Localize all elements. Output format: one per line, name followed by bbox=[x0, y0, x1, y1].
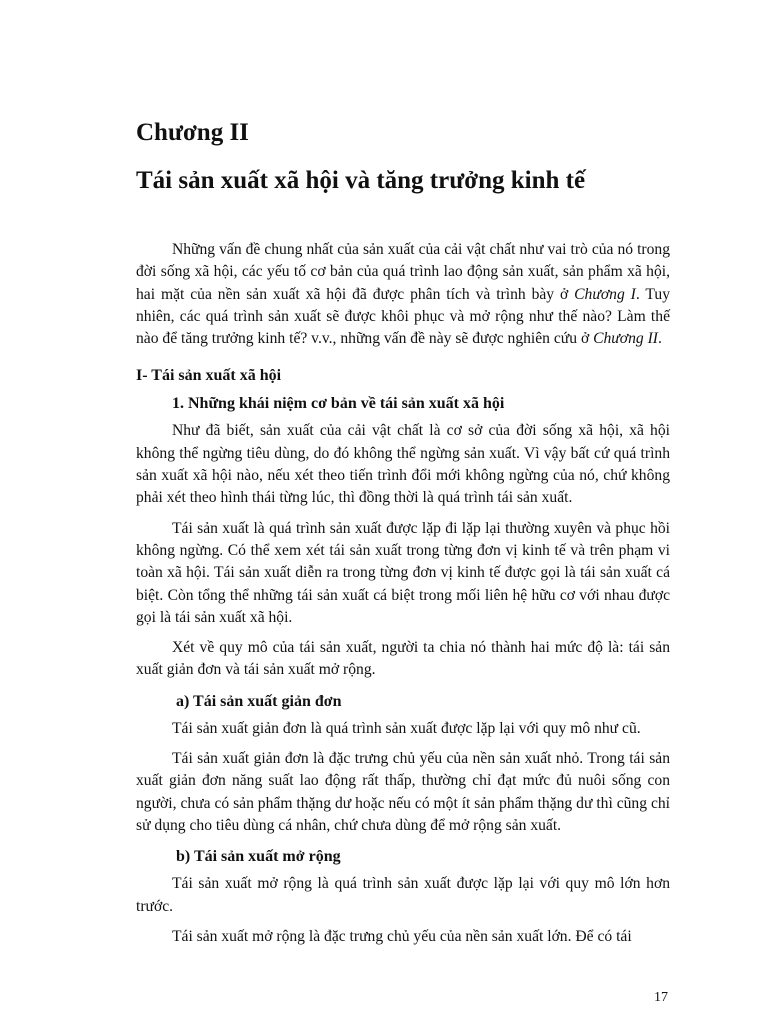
body-paragraph: Tái sản xuất mở rộng là quá trình sản xuất được lặp lại với quy mô lớn hơn trước. bbox=[136, 875, 670, 915]
section-heading: I- Tái sản xuất xã hội bbox=[136, 367, 282, 385]
chapter-number: Chương II bbox=[136, 119, 249, 146]
intro-chapter-ref-1: Chương I bbox=[574, 285, 636, 303]
subsection-heading: 1. Những khái niệm cơ bản về tái sản xuất xã hội bbox=[172, 395, 505, 413]
intro-paragraph bbox=[136, 239, 670, 350]
body-paragraph: Tái sản xuất giản đơn là đặc trưng chủ yếu của nền sản xuất nhỏ. Trong tái sản xuất giản đơn năng suất lao động rất thấp, thường chỉ đạt mức đủ nuôi sống con người, chưa có sản phẩm thặng dư hoặc nếu có một ít sản phẩm thặng dư thì cũng chỉ sử dụng cho tiêu dùng cá nhân, chứ chưa dùng để mở rộng sản xuất. bbox=[136, 750, 670, 834]
body-paragraph: Tái sản xuất giản đơn là quá trình sản xuất được lặp lại với quy mô như cũ. bbox=[172, 719, 641, 737]
page-content bbox=[136, 115, 670, 948]
intro-text-3: . bbox=[658, 330, 662, 348]
intro-text-2: . Tuy nhiên, các quá trình sản xuất sẽ được khôi phục và mở rộng như thế nào? Làm thế nào để tăng trưởng kinh tế? v.v., những vấn đề này sẽ được nghiên cứu ở bbox=[136, 285, 670, 348]
body-paragraph: Tái sản xuất là quá trình sản xuất được lặp đi lặp lại thường xuyên và phục hồi không ngừng. Có thể xem xét tái sản xuất trong từng đơn vị kinh tế và trên phạm vi toàn xã hội. Tái sản xuất diễn ra trong từng đơn vị kinh tế được gọi là tái sản xuất cá biệt. Còn tổng thể những tái sản xuất cá biệt trong mối liên hệ hữu cơ với nhau được gọi là tái sản xuất xã hội. bbox=[136, 519, 670, 626]
subsection-b-heading: b) Tái sản xuất mở rộng bbox=[176, 848, 341, 866]
body-paragraph: Như đã biết, sản xuất của cải vật chất là cơ sở của đời sống xã hội, xã hội không thể ngừng tiêu dùng, do đó không thể ngừng sản xuất. Vì vậy bất cứ quá trình sản xuất xã hội nào, nếu xét theo tiến trình đổi mới không ngừng của nó, chứ không phải xét theo hình thái từng lúc, thì đồng thời là quá trình tái sản xuất. bbox=[136, 422, 670, 507]
page-number: 17 bbox=[654, 990, 668, 1005]
intro-chapter-ref-2: Chương II bbox=[593, 330, 658, 348]
intro-text-1: Những vấn đề chung nhất của sản xuất của cải vật chất như vai trò của nó trong đời sống xã hội, các yếu tố cơ bản của quá trình lao động sản xuất, sản phẩm xã hội, hai mặt của nền sản xuất xã hội đã được phân tích và trình bày ở bbox=[136, 241, 670, 303]
chapter-title: Tái sản xuất xã hội và tăng trưởng kinh tế bbox=[136, 167, 586, 194]
subsection-a-heading: a) Tái sản xuất giản đơn bbox=[176, 692, 342, 710]
body-paragraph: Tái sản xuất mở rộng là đặc trưng chủ yếu của nền sản xuất lớn. Để có tái bbox=[172, 927, 632, 945]
body-paragraph: Xét về quy mô của tái sản xuất, người ta chia nó thành hai mức độ là: tái sản xuất giản đơn và tái sản xuất mở rộng. bbox=[136, 639, 670, 679]
